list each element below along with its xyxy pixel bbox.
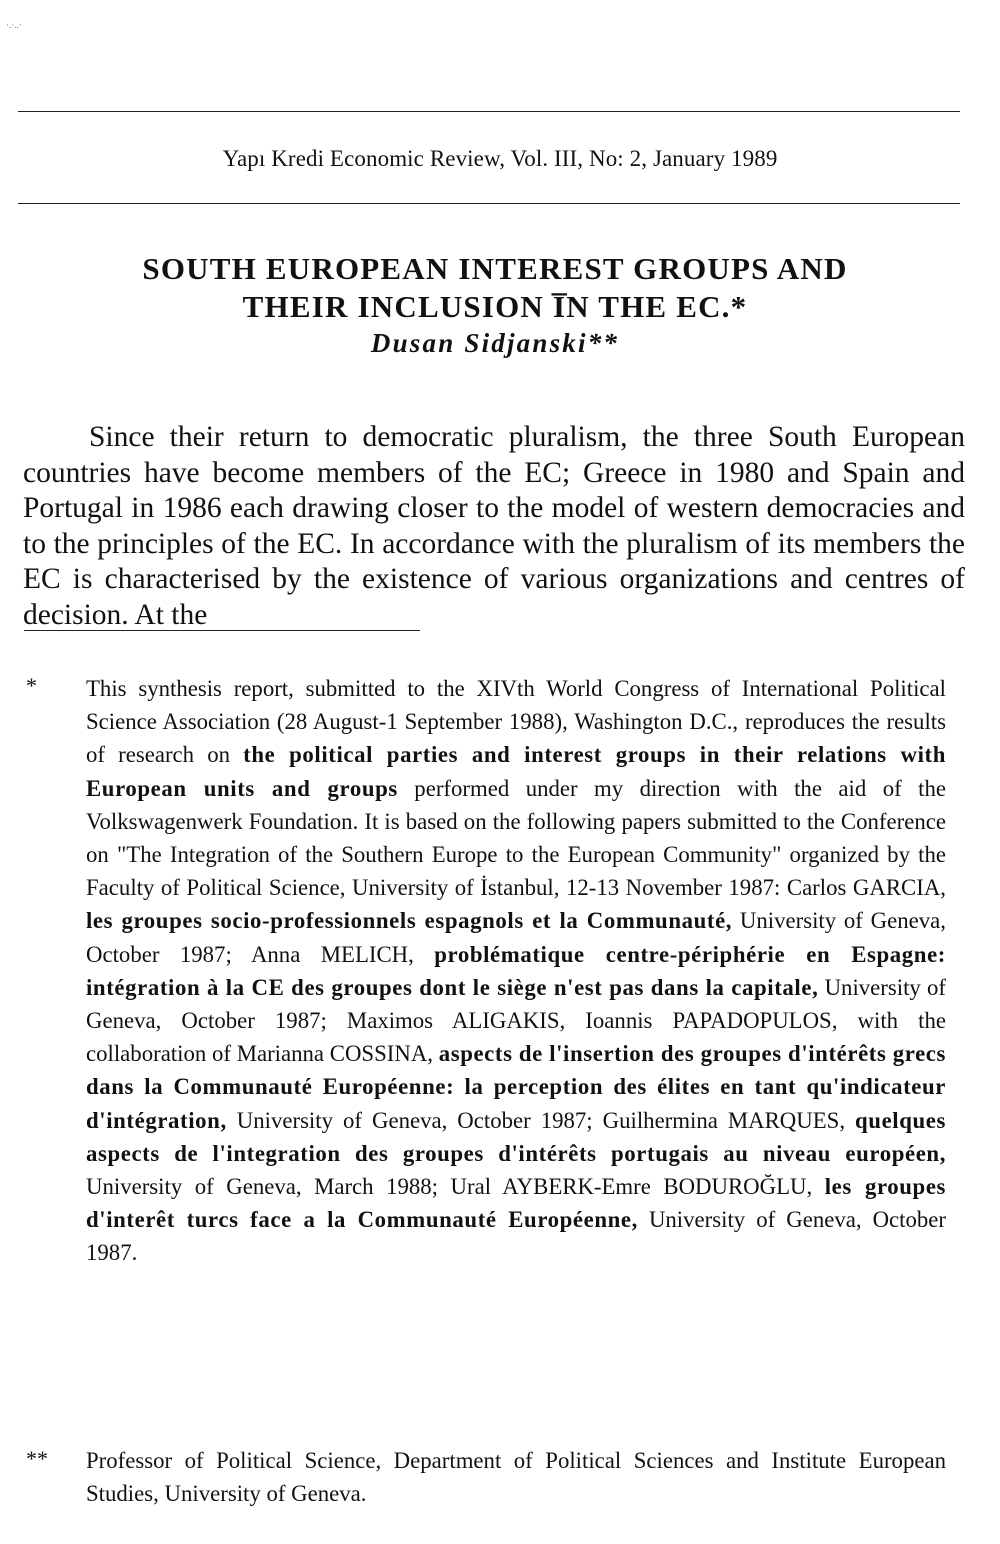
footnote-separator <box>24 630 420 631</box>
scan-speck: ·.·..· <box>6 20 22 30</box>
footnote-2: Professor of Political Science, Department of Political Sciences and Institute European Studies, University of Geneva. <box>86 1448 946 1507</box>
body-paragraph: Since their return to democratic pluralism, the three South European countries have become members of the EC; Greece in 1980 and Spain and Portugal in 1986 each drawing closer to the model of western democracies and to the principles of the EC. In accordance with the pluralism of its members the EC is characterised by the existence of various organizations and centres of decision. At the <box>23 421 965 631</box>
article-title-line1: SOUTH EUROPEAN INTEREST GROUPS AND <box>142 251 848 286</box>
footnote-2-marker: ** <box>26 1446 48 1471</box>
article-author: Dusan Sidjanski** <box>370 328 620 358</box>
article-title-line2: THEIR INCLUSION I̅N THE EC.* <box>242 289 748 324</box>
footnote-1: This synthesis report, submitted to the XIVth World Congress of International Political Science Association (28 August-1 September 1988), Washington D.C., reproduces the results of research on the political parties and interest groups in their relations with European units and groups performed under my direction with the aid of the Volkswagenwerk Foundation. It is based on the following papers submitted to the Conference on "The Integration of the Southern Europe to the European Community" organized by the Faculty of Political Science, University of İstanbul, 12-13 November 1987: Carlos GARCIA, les groupes socio-professionnels espagnols et la Communauté, University of Geneva, October 1987; Anna MELICH, problématique centre-périphérie en Espagne: intégration à la CE des groupes dont le siège n'est pas dans la capitale, University of Geneva, October 1987; Maximos ALIGAKIS, Ioannis PAPADOPULOS, with the collaboration of Marianna COSSINA, aspects de l'insertion des groupes d'intérêts grecs dans la Communauté Européenne: la perception des élites en tant qu'indicateur d'intégration, University of Geneva, October 1987; Guilhermina MARQUES, quelques aspects de l'integration des groupes d'intérêts portugais au niveau européen, University of Geneva, March 1988; Ural AYBERK-Emre BODUROĞLU, les groupes d'interêt turcs face a la Communauté Européenne, University of Geneva, October 1987. <box>86 676 947 1266</box>
header-top-rule <box>18 111 960 112</box>
journal-citation: Yapı Kredi Economic Review, Vol. III, No: 2, January 1989 <box>222 146 778 171</box>
header-bottom-rule <box>18 203 960 204</box>
footnote-1-marker: * <box>26 673 37 698</box>
